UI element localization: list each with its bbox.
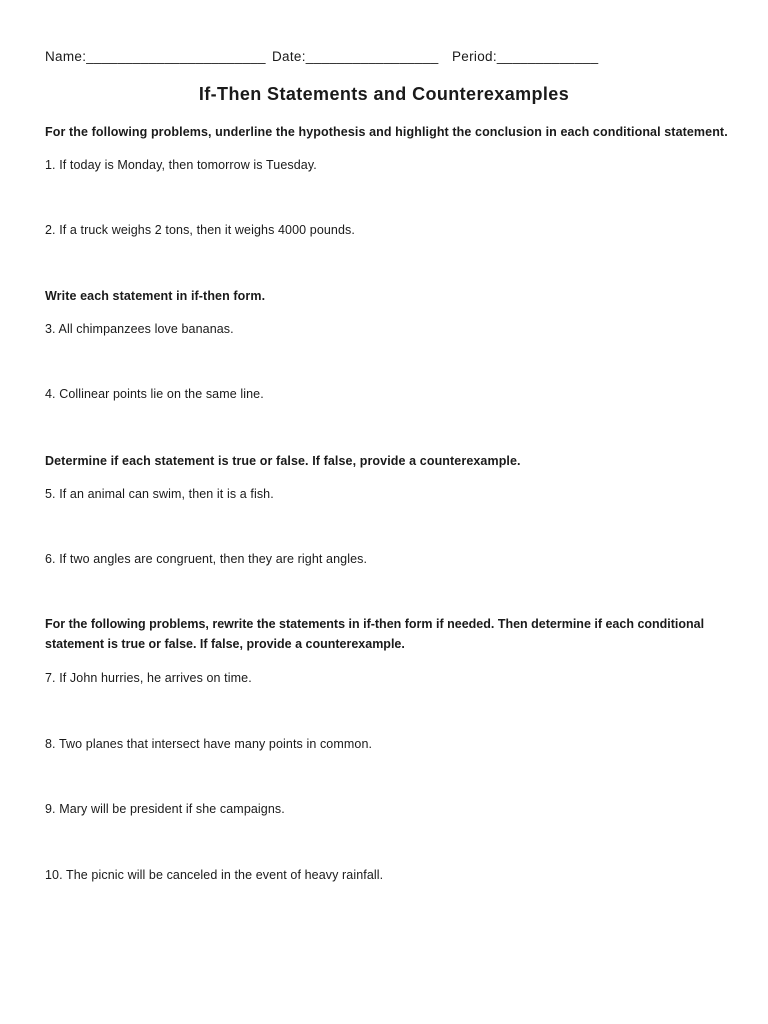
problem-9: 9. Mary will be president if she campaigns. bbox=[45, 802, 285, 816]
problem-1: 1. If today is Monday, then tomorrow is Tuesday. bbox=[45, 158, 317, 172]
date-field[interactable]: Date:_________________ bbox=[272, 49, 439, 64]
problem-5: 5. If an animal can swim, then it is a fish. bbox=[45, 487, 274, 501]
period-field[interactable]: Period:_____________ bbox=[452, 49, 599, 64]
problem-2: 2. If a truck weighs 2 tons, then it weighs 4000 pounds. bbox=[45, 223, 355, 237]
problem-4: 4. Collinear points lie on the same line. bbox=[45, 387, 264, 401]
section-4-instruction: For the following problems, rewrite the statements in if-then form if needed. Then determine if each conditional statement is true or false. If false, provide a counterexample. bbox=[45, 617, 705, 651]
section-1-instruction: For the following problems, underline the hypothesis and highlight the conclusion in each conditional statement. bbox=[45, 125, 728, 139]
problem-6: 6. If two angles are congruent, then they are right angles. bbox=[45, 552, 368, 566]
problem-3: 3. All chimpanzees love bananas. bbox=[45, 322, 234, 336]
section-2-instruction: Write each statement in if-then form. bbox=[45, 289, 266, 303]
problem-8: 8. Two planes that intersect have many points in common. bbox=[45, 737, 373, 751]
name-field[interactable]: Name:_______________________ bbox=[45, 49, 266, 64]
problem-10: 10. The picnic will be canceled in the event of heavy rainfall. bbox=[45, 868, 384, 882]
problem-7: 7. If John hurries, he arrives on time. bbox=[45, 671, 252, 685]
worksheet-title: If-Then Statements and Counterexamples bbox=[198, 84, 570, 104]
section-3-instruction: Determine if each statement is true or false. If false, provide a counterexample. bbox=[45, 454, 521, 468]
